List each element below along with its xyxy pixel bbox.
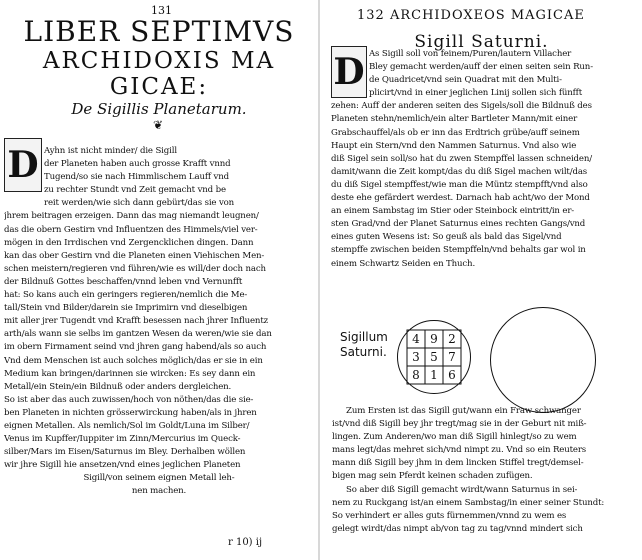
text-line: eignen Metallen. Als nemlich/Sol im Goldt/Luna im Silber/ bbox=[4, 420, 250, 431]
text-line: de Quadricet/vnd sein Quadrat mit den Multi- bbox=[369, 75, 562, 86]
text-line: So aber diß Sigill gemacht wirdt/wann Saturnus in sei- bbox=[346, 484, 578, 495]
text-line: Zum Ersten ist das Sigill gut/wann ein Fraw schwanger bbox=[346, 406, 581, 416]
sigil-label-line1: Sigillum bbox=[340, 330, 388, 344]
text-line: schen meistern/regieren vnd führen/wie es will/der doch nach bbox=[4, 263, 266, 274]
magic-square-cell: 2 bbox=[448, 332, 456, 346]
text-line: mit aller jrer Tugendt vnd Krafft besessen nach jhrer Influentz bbox=[4, 316, 268, 327]
right-body-text bbox=[331, 48, 637, 271]
text-line: Ayhn ist nicht minder/ die Sigill bbox=[44, 146, 177, 156]
text-line: das die obern Gestirn vnd Influentzen des Himmels/viel ver- bbox=[4, 224, 258, 235]
text-line: ist/vnd diß Sigill bey jhr tregt/mag sie in der Geburt nit miß- bbox=[332, 419, 587, 430]
magic-square-cell: 9 bbox=[430, 332, 438, 346]
text-line: As Sigill soll von feinem/Puren/lautern Villacher bbox=[369, 49, 572, 59]
text-line: der Planeten haben auch grosse Krafft vnnd bbox=[44, 159, 231, 170]
magic-square-cell: 8 bbox=[412, 368, 420, 382]
magic-square-cell: 6 bbox=[448, 368, 456, 382]
gutter bbox=[318, 0, 320, 560]
text-line: ben Planeten in nichten grösserwirckung haben/als in jhren bbox=[4, 407, 257, 418]
text-line: Tugend/so sie nach Himmlischem Lauff vnd bbox=[44, 172, 229, 183]
text-line: wir jhre Sigill hie ansetzen/vnd eines jeglichen Planeten bbox=[4, 460, 241, 471]
text-line: hat: So kans auch ein geringers regieren/nemlich die Me- bbox=[4, 290, 248, 301]
text-line: jhrem beitragen erzeigen. Dann das mag niemandt leugnen/ bbox=[4, 211, 259, 222]
text-line: Grabschauffel/als ob er inn das Erdtrich grübe/auff seinem bbox=[331, 127, 580, 138]
text-line: im obern Firmament seind vnd jhren gang habend/als so auch bbox=[4, 342, 267, 353]
text-line: So ist aber das auch zuwissen/hoch von nöthen/das die sie- bbox=[4, 394, 254, 405]
left-page-number: 131 bbox=[151, 4, 172, 17]
text-line: nen machen. bbox=[131, 486, 187, 497]
text-line: tall/Stein vnd Bilder/darein sie Imprimirn vnd dieselbigen bbox=[4, 303, 248, 314]
text-line: Haupt ein Stern/vnd den Nammen Saturnus. Vnd also wie bbox=[331, 140, 577, 151]
section-title: Sigill Saturni. bbox=[414, 32, 549, 52]
text-line: reit werden/wie sich dann gebürt/das sie von bbox=[44, 198, 235, 209]
text-line: nem zu Ruckgang ist/an einem Sambstag/in einer seiner Stundt: bbox=[332, 497, 605, 508]
fleuron-ornament-icon: ❦ bbox=[153, 118, 164, 132]
text-line: Sigill/von seinem eignen Metall leh- bbox=[83, 473, 235, 484]
text-line: gelegt wirdt/das nimpt ab/von tag zu tag/vnnd mindert sich bbox=[332, 523, 583, 534]
text-line: So verhindert er alles guts fürnemmen/vnnd zu wem es bbox=[332, 510, 567, 521]
text-line: Venus im Kupffer/Iuppiter im Zinn/Mercurius im Queck- bbox=[4, 434, 241, 445]
book-title: LIBER SEPTIMVS bbox=[23, 15, 295, 48]
sigil-label-line2: Saturni. bbox=[340, 345, 387, 359]
text-line: zu rechter Stundt vnd Zeit gemacht vnd be bbox=[44, 185, 226, 196]
text-line: eines guten Wesens ist: So geuß als bald das Sigel/vnd bbox=[331, 232, 562, 243]
text-line: deste ehe gefärdert werdest. Darnach hab acht/wo der Mond bbox=[331, 193, 590, 204]
right-body-text-2 bbox=[332, 405, 638, 536]
text-line: einem Schwartz Seiden en Thuch. bbox=[331, 258, 476, 269]
magic-square-grid bbox=[398, 321, 470, 393]
text-line: lingen. Zum Anderen/wo man diß Sigill hinlegt/so zu wem bbox=[332, 432, 577, 443]
text-line: diß Sigel sein soll/so hat du zwen Stempffel lassen schneiden/ bbox=[331, 153, 592, 164]
left-body-text bbox=[4, 145, 314, 499]
text-line: Medium kan bringen/darinnen sie wircken: Es sey dann ein bbox=[4, 368, 256, 379]
section-heading: De Sigillis Planetarum. bbox=[71, 100, 247, 118]
text-line: Vnd dem Menschen ist auch solches möglich/das er sie in ein bbox=[4, 355, 263, 366]
subtitle-line1: ARCHIDOXIS MA bbox=[42, 48, 276, 74]
text-line: arth/als wann sie selbs im gantzen Wesen da weren/wie sie dan bbox=[4, 329, 272, 340]
magic-square-cell: 7 bbox=[448, 350, 456, 364]
text-line: bigen mag sein Pferdt keinen schaden zufügen. bbox=[332, 471, 533, 482]
magic-square-seal bbox=[397, 320, 471, 394]
drop-cap-right: D bbox=[331, 46, 367, 98]
running-head: 132 ARCHIDOXEOS MAGICAE bbox=[357, 8, 585, 23]
text-line: mögen in den Irrdischen vnd Zergencklichen dingen. Dann bbox=[4, 237, 254, 248]
text-line: der Bildnuß Gottes beschaffen/vnnd leben vnd Vernunfft bbox=[4, 276, 243, 287]
subtitle-line2: GICAE: bbox=[109, 74, 209, 100]
sigil-label bbox=[340, 330, 388, 360]
bottom-signature-mark: r 10) ij bbox=[228, 537, 263, 548]
drop-cap: D bbox=[4, 138, 42, 192]
text-line: Metall/ein Stein/ein Bildnuß oder anders dergleichen. bbox=[4, 381, 232, 392]
magic-square-cell: 5 bbox=[430, 350, 438, 364]
text-line: mann diß Sigill bey jhm in dem lincken Stiffel tregt/demsel- bbox=[332, 458, 584, 469]
magic-square-cell: 4 bbox=[412, 332, 420, 346]
text-line: damit/wann die Zeit kompt/das du diß Sigel machen wilt/das bbox=[331, 166, 588, 177]
text-line: plicirt/vnd in einer jeglichen Linij sollen sich fünfft bbox=[369, 88, 583, 99]
text-line: sten Grad/vnd der Planet Saturnus eines rechten Gangs/vnd bbox=[331, 219, 586, 230]
text-line: stempffe zwischen beiden Stempffeln/vnd behalts gar wol in bbox=[331, 245, 586, 256]
text-line: zehen: Auff der anderen seiten des Sigels/soll die Bildnuß des bbox=[331, 101, 592, 112]
text-line: du diß Sigel stempffest/wie man die Müntz stempfft/vnd also bbox=[331, 179, 588, 190]
magic-square-cell: 1 bbox=[430, 368, 438, 382]
magic-square-cell: 3 bbox=[412, 350, 420, 364]
text-line: mans legt/das mehret sich/vnd nimpt zu. Vnd so ein Reuters bbox=[332, 445, 587, 456]
left-page bbox=[0, 0, 318, 560]
text-line: an einem Sambstag im Stier oder Steinbock eintritt/in er- bbox=[331, 206, 575, 217]
text-line: Planeten stehn/nemlich/ein alter Bartleter Mann/mit einer bbox=[331, 114, 578, 125]
saturn-seal-circle bbox=[490, 307, 596, 413]
text-line: kan das ober Gestirn vnd die Planeten einen Viehischen Men- bbox=[4, 250, 265, 261]
text-line: silber/Mars im Eisen/Saturnus im Bley. Derhalben wöllen bbox=[4, 447, 246, 458]
text-line: Bley gemacht werden/auff der einen seiten sein Run- bbox=[369, 62, 593, 73]
